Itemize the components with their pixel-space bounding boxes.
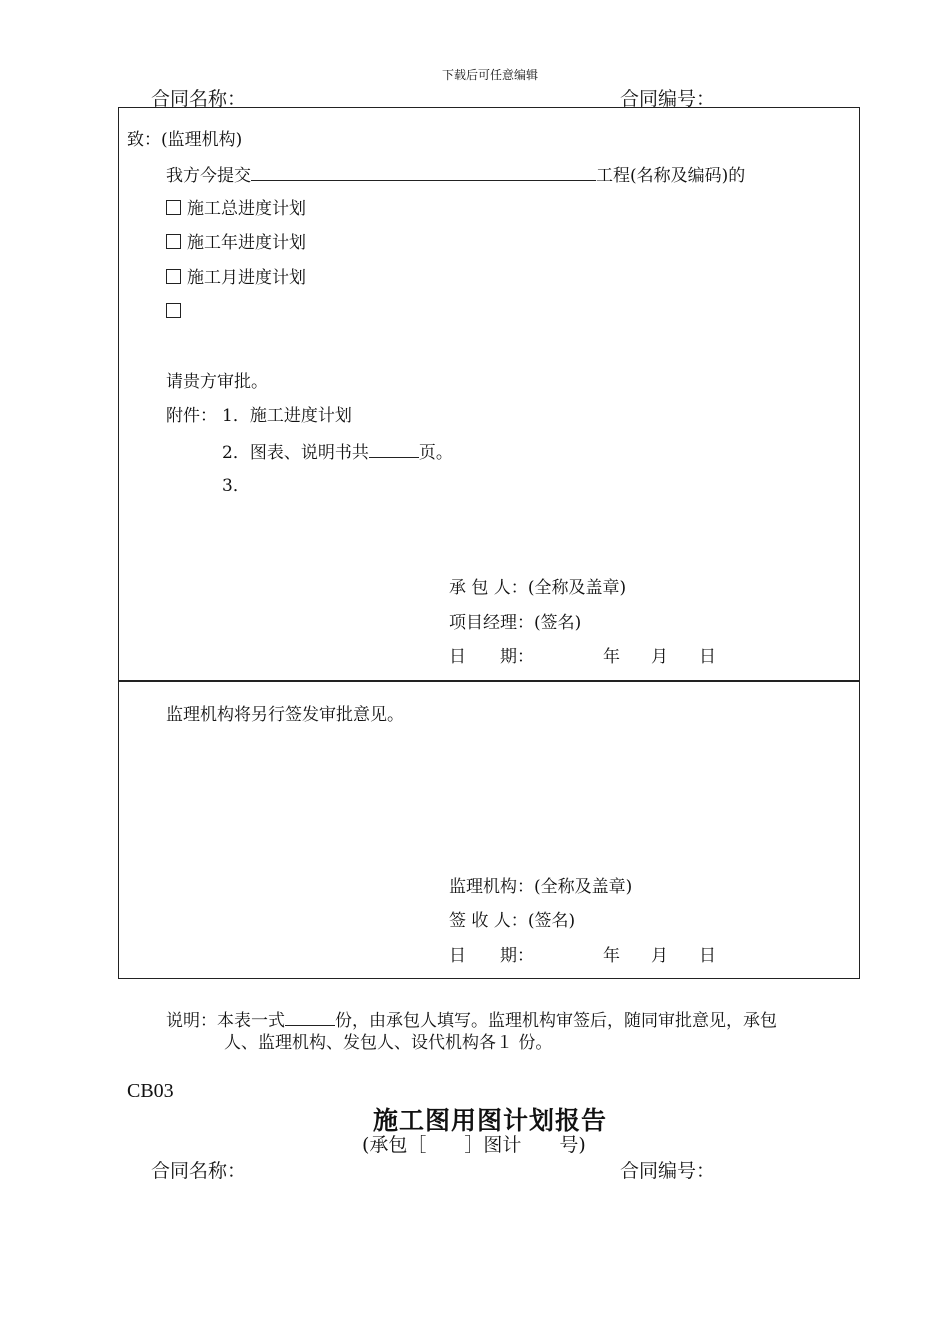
date-label: 日 期： [449,946,534,966]
contractor-line [449,578,626,598]
option-label: 施工月进度计划 [187,268,306,288]
contract-name-label: 合同名称： [151,88,247,110]
option-other [166,302,187,322]
submit-suffix: 工程(名称及编码)的 [596,166,746,186]
attachments-label: 附件： [166,406,217,426]
date-label: 日 期： [449,647,534,667]
attachment-3: 3． [222,476,250,496]
form-code: CB03 [127,1080,174,1102]
option-annual-schedule [166,233,306,253]
watermark-text: 下载后可任意编辑 [442,68,539,82]
option-monthly-schedule [166,268,306,288]
receiver-line [449,911,575,931]
addressee-line: 致：(监理机构) [127,130,243,150]
checkbox-icon[interactable] [166,234,181,249]
attachment-2 [222,441,453,463]
checkbox-icon[interactable] [166,200,181,215]
attachment-1: 1．施工进度计划 [222,406,352,426]
date-day: 日 [699,647,716,667]
date-year: 年 [603,647,620,667]
project-manager-line [449,613,581,633]
contract-number-label: 合同编号： [620,1160,716,1182]
contract-number-label: 合同编号： [620,88,716,110]
date-month: 月 [651,647,668,667]
submit-line [166,164,745,186]
copies-blank[interactable] [285,1009,335,1026]
contract-name-label: 合同名称： [151,1160,247,1182]
page-count-blank[interactable] [369,441,419,458]
receiver-value: (签名) [527,911,576,931]
date-year: 年 [603,946,620,966]
option-total-schedule [166,199,306,219]
project-manager-label: 项目经理： [449,613,534,633]
note-line-2: 人、监理机构、发包人、设代机构各１ 份。 [224,1033,553,1053]
attachment-2-suffix: 页。 [418,443,453,463]
note-line-1 [166,1009,777,1031]
option-label: 施工总进度计划 [187,199,306,219]
note-suffix: 份，由承包人填写。监理机构审签后，随同审批意见，承包 [335,1011,777,1031]
contractor-label: 承 包 人： [449,578,528,598]
attachment-2-prefix: 2．图表、说明书共 [222,443,369,463]
date-month: 月 [651,946,668,966]
checkbox-icon[interactable] [166,269,181,284]
receiver-label: 签 收 人： [449,911,528,931]
supervisor-value: (全称及盖章) [534,877,633,897]
supervisor-line [449,877,632,897]
note-prefix: 说明：本表一式 [166,1011,285,1031]
supervisor-opinion: 监理机构将另行签发审批意见。 [166,705,404,725]
date-day: 日 [699,946,716,966]
project-name-blank[interactable] [251,164,596,181]
supervisor-label: 监理机构： [449,877,534,897]
project-manager-value: (签名) [534,613,582,633]
checkbox-icon[interactable] [166,303,181,318]
form-subtitle: (承包［ ］图计 号) [362,1134,586,1156]
submit-prefix: 我方今提交 [166,166,251,186]
option-label: 施工年进度计划 [187,233,306,253]
form-title: 施工图用图计划报告 [373,1106,608,1135]
contractor-value: (全称及盖章) [527,578,627,598]
approval-request: 请贵方审批。 [166,372,268,392]
